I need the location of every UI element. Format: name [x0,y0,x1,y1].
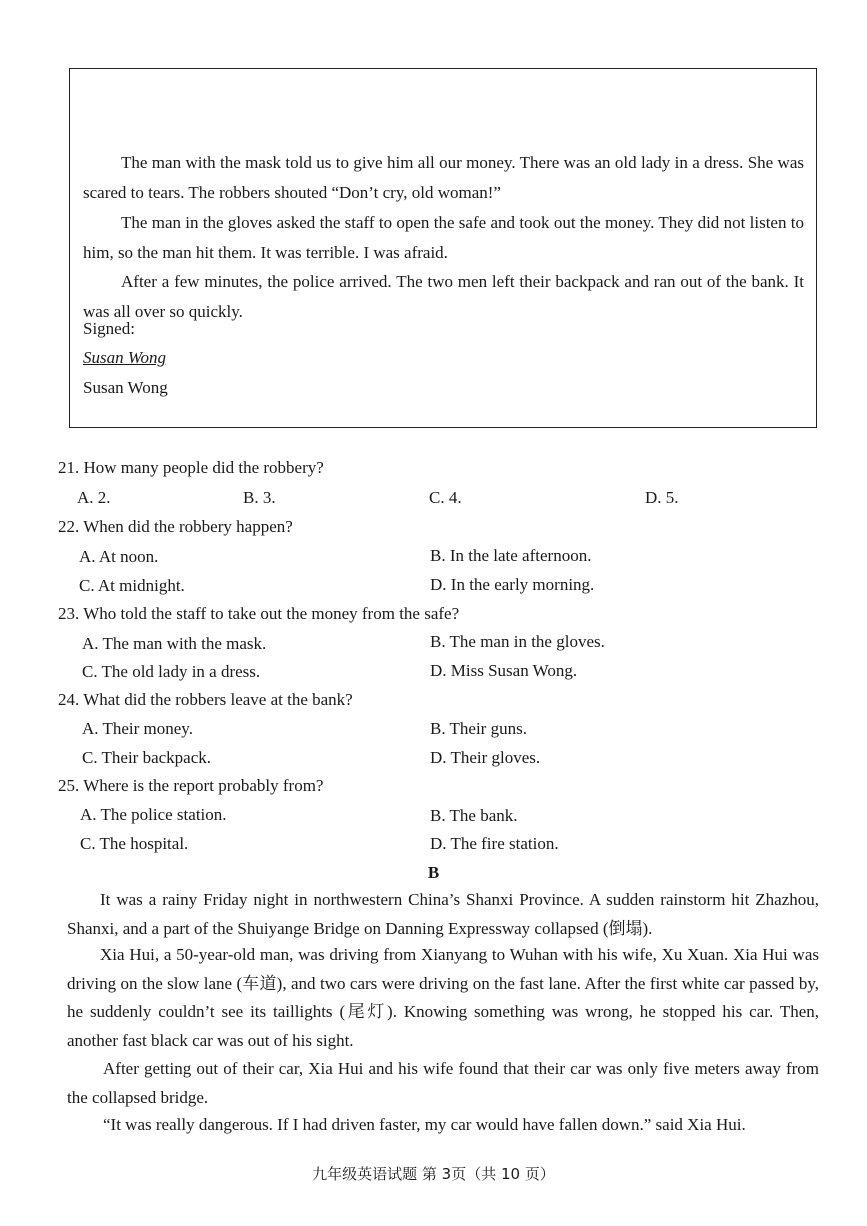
q25-option-c[interactable]: C. The hospital. [80,834,189,853]
page-footer: 九年级英语试题 第 3页（共 10 页） [312,1165,555,1183]
q23-option-b[interactable]: B. The man in the gloves. [430,632,605,651]
q21-option-c[interactable]: C. 4. [429,488,462,507]
q22-option-c[interactable]: C. At midnight. [79,576,185,595]
report-box [69,68,817,428]
q21-option-b[interactable]: B. 3. [243,488,276,507]
q22-option-d[interactable]: D. In the early morning. [430,575,595,594]
signature: Susan Wong [83,348,166,367]
report-paragraph-2: The man in the gloves asked the staff to open the safe and took out the money. They did not listen to him, so the man hit them. It was terrible. I was afraid. [83,213,804,262]
section-b-paragraph-3: After getting out of their car, Xia Hui and his wife found that their car was only five meters away from the collapsed bridge. [67,1059,819,1107]
q24-option-c[interactable]: C. Their backpack. [82,748,212,767]
report-paragraph-3: After a few minutes, the police arrived. The two men left their backpack and ran out of the bank. It was all over so quickly. [83,272,804,321]
question-25: 25. Where is the report probably from? [58,776,324,795]
q24-option-a[interactable]: A. Their money. [82,719,193,738]
q21-option-d[interactable]: D. 5. [645,488,679,507]
q25-option-a[interactable]: A. The police station. [80,805,227,824]
question-21: 21. How many people did the robbery? [58,458,324,477]
q22-option-b[interactable]: B. In the late afternoon. [430,546,592,565]
q21-option-a[interactable]: A. 2. [77,488,111,507]
signed-label: Signed: [83,319,135,338]
report-paragraph-1: The man with the mask told us to give him all our money. There was an old lady in a dress. She was scared to tears. The robbers shouted “Don’t cry, old woman!” [83,153,804,202]
section-b-paragraph-4: “It was really dangerous. If I had driven faster, my car would have fallen down.” said Xia Hui. [103,1115,746,1134]
question-24: 24. What did the robbers leave at the bank? [58,690,353,709]
question-23: 23. Who told the staff to take out the money from the safe? [58,604,460,623]
q24-option-d[interactable]: D. Their gloves. [430,748,541,767]
section-b-heading: B [427,863,440,882]
q24-option-b[interactable]: B. Their guns. [430,719,527,738]
q22-option-a[interactable]: A. At noon. [79,547,159,566]
q23-option-d[interactable]: D. Miss Susan Wong. [430,661,578,680]
q23-option-a[interactable]: A. The man with the mask. [82,634,267,653]
section-b-paragraph-2: Xia Hui, a 50-year-old man, was driving from Xianyang to Wuhan with his wife, Xu Xuan. Xia Hui was driving on the slow lane (车道), and two cars were driving on the fast lane. After the first white car passed by, he suddenly couldn’t see its taillights (尾灯). Knowing something was wrong, he stopped his car. Then, another fast black car was out of his sight. [67,945,819,1050]
question-22: 22. When did the robbery happen? [58,517,293,536]
section-b-paragraph-1: It was a rainy Friday night in northwestern China’s Shanxi Province. A sudden rainstorm hit Zhazhou, Shanxi, and a part of the Shuiyange Bridge on Danning Expressway collapsed (倒塌). [67,890,819,938]
q23-option-c[interactable]: C. The old lady in a dress. [82,662,261,681]
q25-option-d[interactable]: D. The fire station. [430,834,559,853]
signer-name: Susan Wong [83,378,168,397]
q25-option-b[interactable]: B. The bank. [430,806,518,825]
